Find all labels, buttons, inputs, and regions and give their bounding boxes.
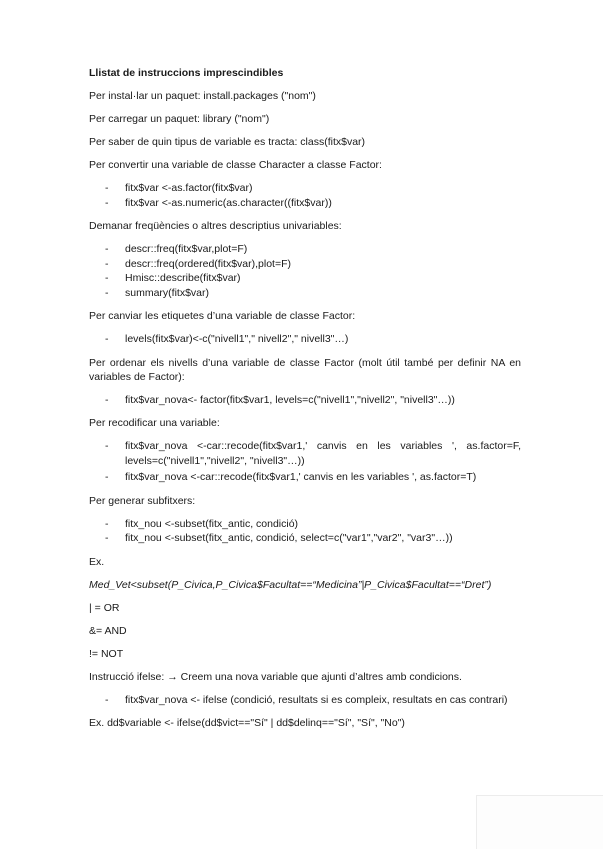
freq-list (89, 242, 521, 300)
labels-list (89, 332, 521, 347)
list-item: - descr::freq(ordered(fitx$var),plot=F) (89, 257, 521, 272)
labels-intro: Per canviar les etiquetes d’una variable de classe Factor: (89, 310, 356, 322)
subset-list (89, 517, 521, 546)
order-list (89, 393, 521, 408)
list-item: - Hmisc::describe(fitx$var) (89, 271, 521, 286)
list-item: - descr::freq(fitx$var,plot=F) (89, 242, 521, 257)
list-item: - fitx$var_nova <-car::recode(fitx$var1,' canvis en les variables ', as.factor=F, levels=c("nivell1","nivell2", "nivell3"…)) (89, 439, 521, 468)
list-item: - fitx_nou <-subset(fitx_antic, condició) (89, 517, 521, 532)
list-item: - fitx$var <-as.factor(fitx$var) (89, 181, 521, 196)
example-code: Med_Vet<subset(P_Civica,P_Civica$Facultat==“Medicina”|P_Civica$Facultat==“Dret”) (89, 578, 492, 591)
page-corner-panel (476, 795, 603, 849)
document-content (89, 66, 521, 739)
list-item: - fitx$var <-as.numeric(as.character((fitx$var)) (89, 196, 521, 211)
ifelse-example: Ex. dd$variable <- ifelse(dd$vict=="Sí" | dd$delinq=="Sí", "Sí", "No") (89, 717, 405, 729)
ifelse-intro: Instrucció ifelse: → Creem una nova variable que ajunti d’altres amb condicions. (89, 670, 462, 683)
and-operator: &= AND (89, 624, 127, 637)
freq-intro: Demanar freqüències o altres descriptius univariables: (89, 220, 342, 232)
vartype-instruction: Per saber de quin tipus de variable es tracta: class(fitx$var) (89, 136, 366, 148)
or-operator: | = OR (89, 601, 120, 614)
list-item: - fitx$var_nova <- ifelse (condició, resultats si es compleix, resultats en cas contrari) (89, 693, 521, 708)
install-instruction: Per instal·lar un paquet: install.packages ("nom") (89, 90, 316, 102)
example-label: Ex. (89, 555, 105, 568)
list-item: - fitx$var_nova<- factor(fitx$var1, levels=c("nivell1","nivell2", "nivell3"…)) (89, 393, 521, 408)
ifelse-list (89, 693, 521, 708)
list-item: - levels(fitx$var)<-c("nivell1"," nivell2"," nivell3"…) (89, 332, 521, 347)
document-title: Llistat de instruccions imprescindibles (89, 67, 284, 79)
list-item: - fitx$var_nova <-car::recode(fitx$var1,' canvis en les variables ', as.factor=T) (89, 470, 521, 485)
not-operator: != NOT (89, 647, 124, 660)
recode-intro: Per recodificar una variable: (89, 417, 220, 429)
convert-list (89, 181, 521, 210)
recode-list (89, 439, 521, 485)
subset-intro: Per generar subfitxers: (89, 494, 196, 507)
convert-intro: Per convertir una variable de classe Character a classe Factor: (89, 159, 382, 171)
list-item: - fitx_nou <-subset(fitx_antic, condició, select=c("var1","var2", "var3"…)) (89, 531, 521, 546)
order-intro: Per ordenar els nivells d’una variable de classe Factor (molt útil també per definir NA en variables de Factor): (89, 356, 521, 383)
load-instruction: Per carregar un paquet: library ("nom") (89, 113, 270, 125)
list-item: - summary(fitx$var) (89, 286, 521, 301)
